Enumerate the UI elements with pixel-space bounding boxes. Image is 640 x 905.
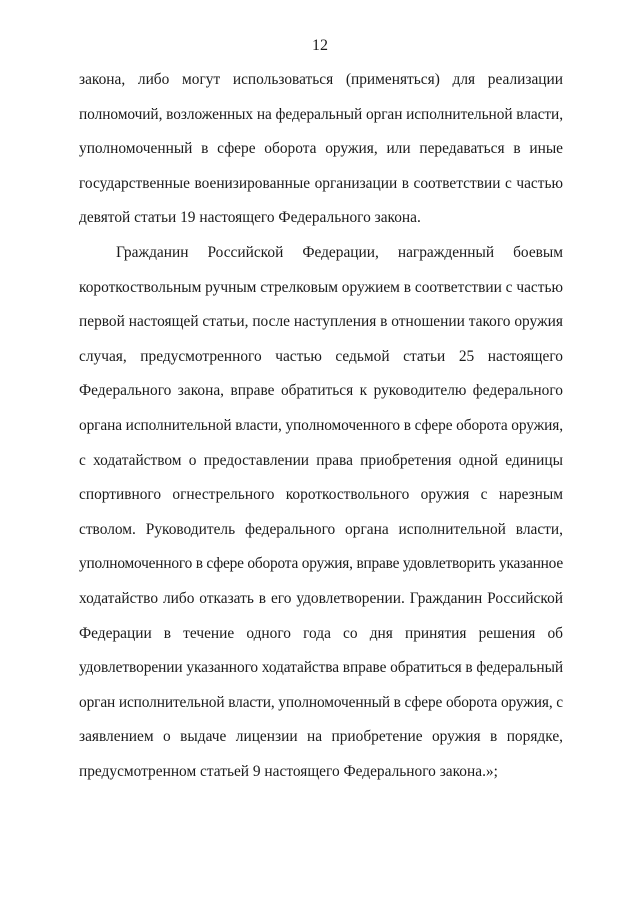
page-number: 12 — [312, 37, 328, 54]
paragraph-2 — [79, 242, 563, 796]
text-line: заявлением о выдаче лицензии на приобретение оружия в порядке, — [79, 728, 563, 746]
text-line: стволом. Руководитель федерального органа исполнительной власти, — [79, 520, 563, 538]
text-line: короткоствольным ручным стрелковым оружием в соответствии с частью — [79, 278, 563, 296]
text-line: Федерации в течение одного года со дня принятия решения об — [79, 624, 563, 642]
text-line: Федерального закона, вправе обратиться к руководителю федерального — [79, 382, 563, 400]
text-line: предусмотренном статьей 9 настоящего Федерального закона.»; — [79, 762, 498, 780]
text-line: удовлетворении указанного ходатайства вправе обратиться в федеральный — [79, 659, 563, 677]
text-line: спортивного огнестрельного короткоствольного оружия с нарезным — [79, 486, 563, 504]
paragraph-1 — [79, 69, 563, 242]
text-line: уполномоченного в сфере оборота оружия, вправе удовлетворить указанное — [79, 555, 563, 573]
text-line: органа исполнительной власти, уполномоченного в сфере оборота оружия, — [79, 416, 563, 434]
text-line: государственные военизированные организации в соответствии с частью — [79, 174, 563, 192]
text-line: Гражданин Российской Федерации, награжденный боевым — [116, 243, 563, 261]
text-line: орган исполнительной власти, уполномоченный в сфере оборота оружия, с — [79, 693, 563, 711]
text-line: первой настоящей статьи, после наступления в отношении такого оружия — [79, 313, 563, 331]
text-line: случая, предусмотренного частью седьмой статьи 25 настоящего — [79, 347, 563, 365]
text-line: с ходатайством о предоставлении права приобретения одной единицы — [79, 451, 563, 469]
body-text — [79, 69, 563, 795]
text-line: закона, либо могут использоваться (применяться) для реализации — [79, 71, 563, 88]
text-line: полномочий, возложенных на федеральный орган исполнительной власти, — [79, 105, 563, 123]
text-line: уполномоченный в сфере оборота оружия, или передаваться в иные — [79, 140, 563, 158]
text-line: девятой статьи 19 настоящего Федерального закона. — [79, 209, 421, 227]
text-line: ходатайство либо отказать в его удовлетворении. Гражданин Российской — [79, 589, 563, 607]
